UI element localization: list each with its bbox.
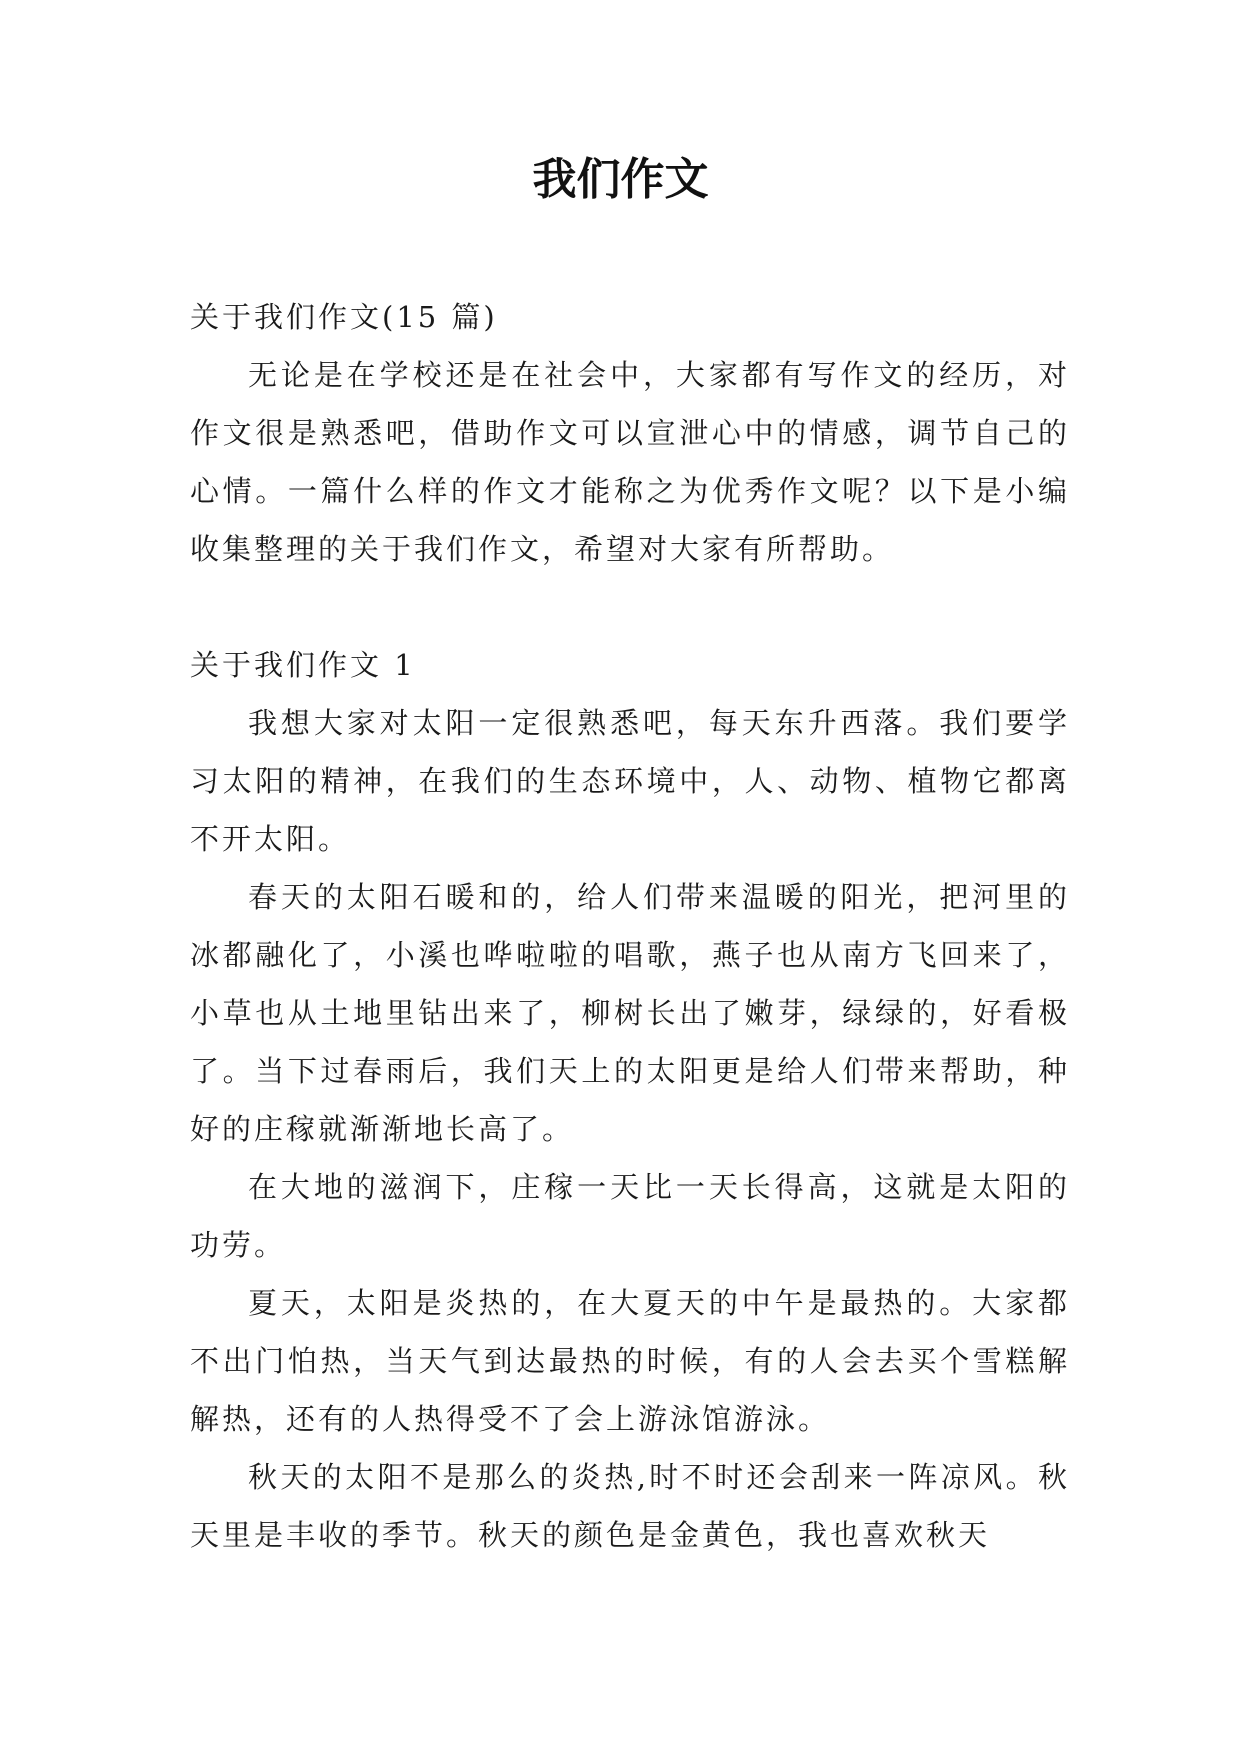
intro-heading: 关于我们作文(15 篇) bbox=[190, 300, 498, 334]
intro-paragraph: 无论是在学校还是在社会中，大家都有写作文的经历，对作文很是熟悉吧，借助作文可以宣泄心中的情感，调节自己的心情。一篇什么样的作文才能称之为优秀作文呢？以下是小编收集整理的关于我们作文，希望对大家有所帮助。 bbox=[190, 358, 1070, 566]
body-paragraph: 我想大家对太阳一定很熟悉吧，每天东升西落。我们要学习太阳的精神，在我们的生态环境中，人、动物、植物它都离不开太阳。 bbox=[190, 706, 1070, 856]
body-paragraph: 春天的太阳石暖和的，给人们带来温暖的阳光，把河里的冰都融化了，小溪也哗啦啦的唱歌，燕子也从南方飞回来了，小草也从土地里钻出来了，柳树长出了嫩芽，绿绿的，好看极了。当下过春雨后，我们天上的太阳更是给人们带来帮助，种好的庄稼就渐渐地长高了。 bbox=[190, 880, 1070, 1146]
body-paragraph: 在大地的滋润下，庄稼一天比一天长得高，这就是太阳的功劳。 bbox=[190, 1170, 1070, 1262]
body-paragraph: 秋天的太阳不是那么的炎热,时不时还会刮来一阵凉风。秋天里是丰收的季节。秋天的颜色是金黄色，我也喜欢秋天 bbox=[190, 1460, 1070, 1552]
body-paragraph: 夏天，太阳是炎热的，在大夏天的中午是最热的。大家都不出门怕热，当天气到达最热的时候，有的人会去买个雪糕解解热，还有的人热得受不了会上游泳馆游泳。 bbox=[190, 1286, 1070, 1436]
document-title: 我们作文 bbox=[532, 154, 709, 205]
document-body bbox=[190, 288, 1070, 1564]
section-spacer bbox=[190, 578, 1070, 636]
section-heading: 关于我们作文 1 bbox=[190, 648, 416, 682]
